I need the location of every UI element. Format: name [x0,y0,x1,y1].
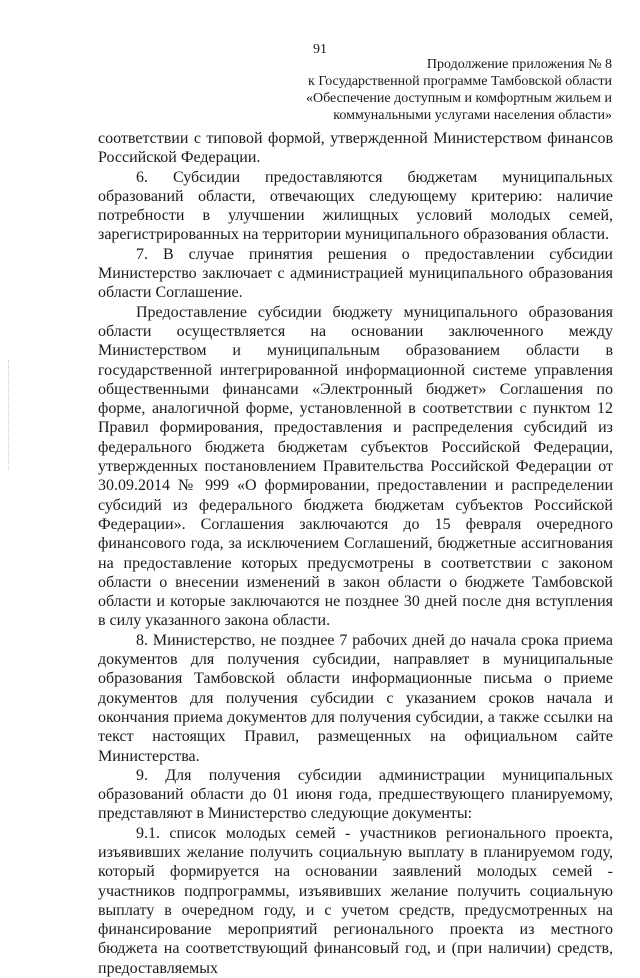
paragraph-continuation: соответствии с типовой формой, утвержденной Министерством финансов Российской Федерации. [98,130,613,167]
page-number: 91 [313,42,327,57]
paragraph-item-7: 7. В случае принятия решения о предоставлении субсидии Министерство заключает с администрацией муниципального образования области Соглашение. [98,245,613,302]
paragraph-item-6: 6. Субсидии предоставляются бюджетам муниципальных образований области, отвечающих следующему критерию: наличие потребности в улучшении жилищных условий молодых семей, зарегистрированных на территории муниципального образования области. [98,168,613,244]
document-body [98,129,613,978]
appendix-header-line: «Обеспечение доступным и комфортным жильем и [305,91,612,106]
paragraph-item-8: 8. Министерство, не позднее 7 рабочих дней до начала срока приема документов для получения субсидии, направляет в муниципальные образования Тамбовской области информационные письма о приеме документов для получения субсидии с указанием сроков начала и окончания приема документов для получения субсидии, а также ссылки на текст настоящих Правил, размещенных на официальном сайте Министерства. [98,631,613,765]
appendix-header-line: коммунальными услугами населения области» [333,108,612,123]
paragraph-item-9: 9. Для получения субсидии администрации муниципальных образований области до 01 июня года, предшествующего планируемому, представляют в Министерство следующие документы: [98,766,613,823]
margin-mark [8,360,15,470]
appendix-header [292,56,612,124]
paragraph-subsidy-agreement: Предоставление субсидии бюджету муниципального образования области осуществляется на основании заключенного между Министерством и муниципальным образованием области в государственной интегрированной информационной системе управления общественными финансами «Электронный бюджет» Соглашения по форме, аналогичной форме, установленной в соответствии с пунктом 12 Правил формирования, предоставления и распределения субсидий из федерального бюджета бюджетам субъектов Российской Федерации, утвержденных постановлением Правительства Российской Федерации от 30.09.2014 № 999 «О формировании, предоставлении и распределении субсидий из федерального бюджета бюджетам субъектов Российской Федерации». Соглашения заключаются до 15 февраля очередного финансового года, за исключением Соглашений, бюджетные ассигнования на предоставление которых предусмотрены в соответствии с законом области о внесении изменений в закон области о бюджете Тамбовской области и которые заключаются не позднее 30 дней после дня вступления в силу указанного закона области. [98,303,613,630]
paragraph-item-9-1: 9.1. список молодых семей - участников регионального проекта, изъявивших желание получить социальную выплату в планируемом году, который формируется на основании заявлений молодых семей - участников подпрограммы, изъявивших желание получить социальную выплату в очередном году, и с учетом средств, предусмотренных на финансирование мероприятий регионального проекта из местного бюджета на соответствующий финансовый год, и (при наличии) средств, предоставляемых [98,824,613,977]
appendix-header-line: к Государственной программе Тамбовской области [308,74,612,89]
appendix-header-line: Продолжение приложения № 8 [426,57,612,72]
